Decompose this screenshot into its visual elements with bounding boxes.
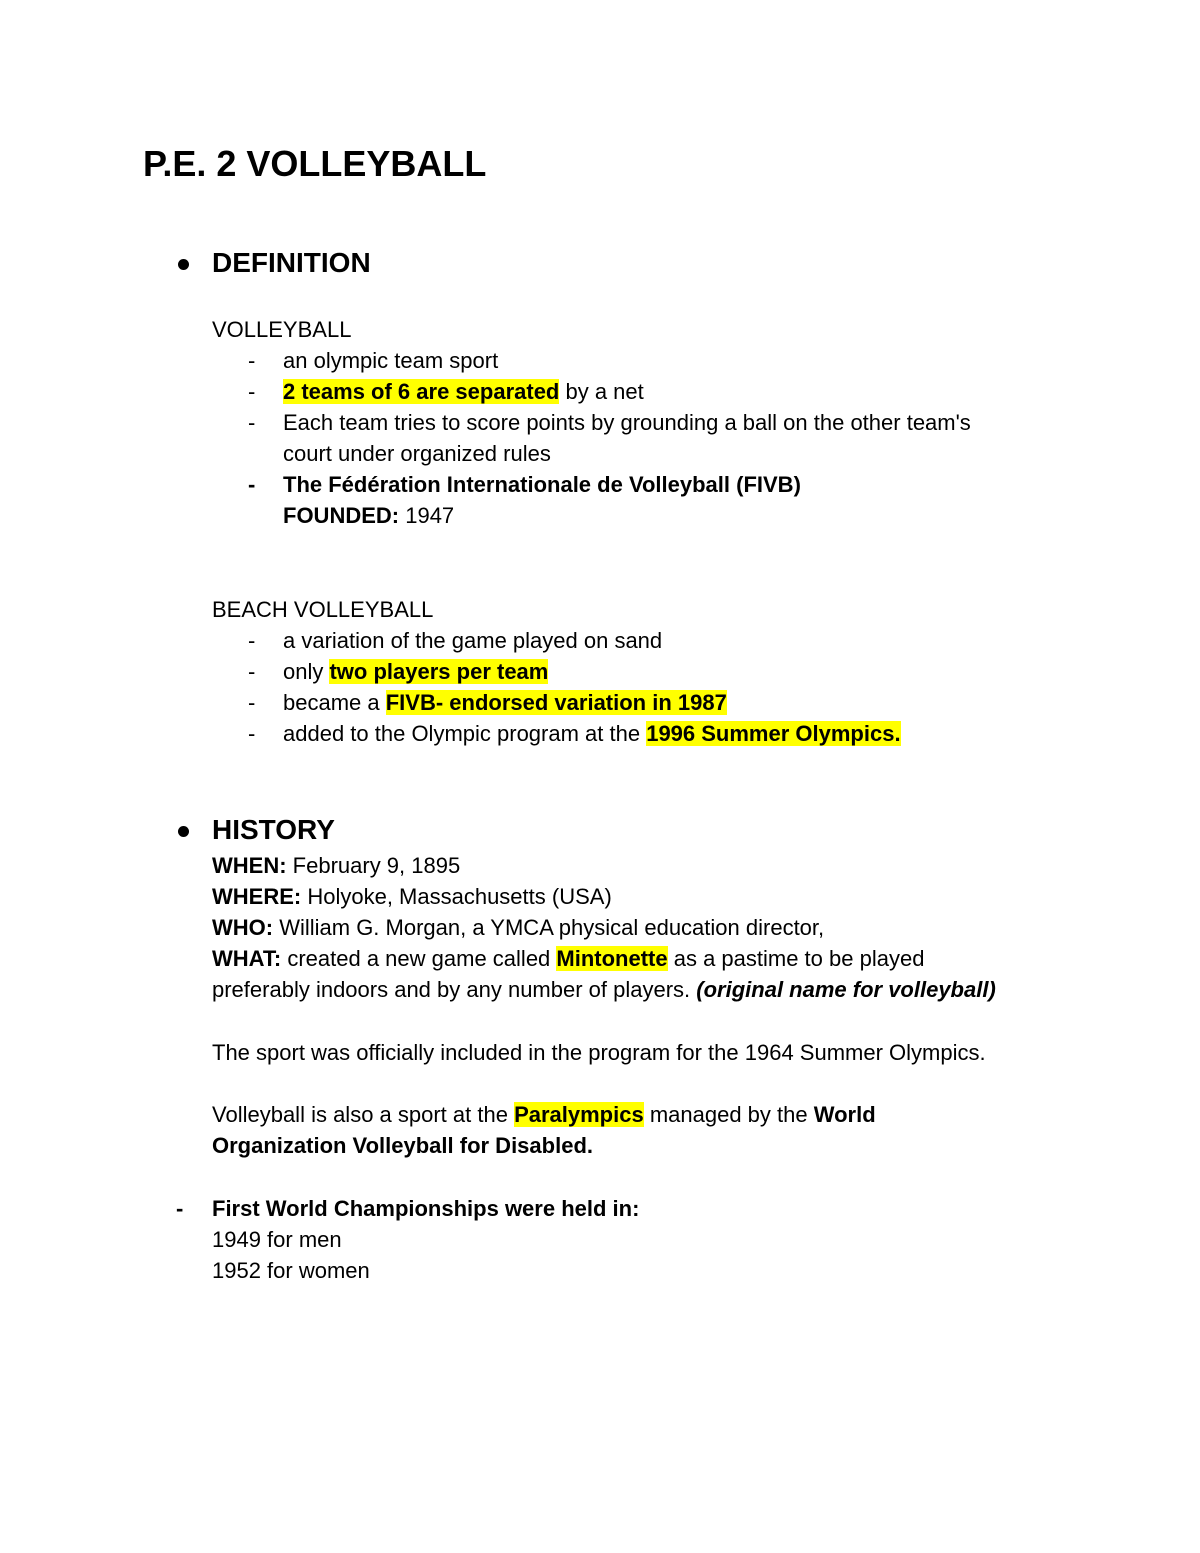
who-label: WHO: (212, 915, 274, 940)
para-pre: Volleyball is also a sport at the (212, 1102, 515, 1127)
dash-marker: - (248, 721, 256, 746)
dash-marker: - (248, 379, 256, 404)
highlight-text: 1996 Summer Olympics. (646, 721, 901, 746)
founded-line (283, 500, 454, 531)
founded-label: FOUNDED: (283, 503, 400, 528)
history-what-line-2 (212, 974, 996, 1005)
dash-marker: - (248, 628, 256, 653)
history-heading-text: HISTORY (212, 814, 335, 845)
history-where (212, 881, 612, 912)
highlight-text: two players per team (329, 659, 549, 684)
history-what (212, 943, 924, 974)
fivb-name: The Fédération Internationale de Volleyball (FIVB) (283, 472, 801, 497)
beach-item-1: a variation of the game played on sand (283, 628, 663, 653)
volleyball-item-1: an olympic team sport (283, 348, 499, 373)
what-label: WHAT: (212, 946, 282, 971)
para-mid: managed by the (643, 1102, 814, 1127)
highlight-text: Paralympics (514, 1102, 644, 1127)
dash-marker: - (176, 1196, 184, 1221)
what-post: as a pastime to be played (667, 946, 925, 971)
what-note: (original name for volleyball) (696, 977, 996, 1002)
page-title: P.E. 2 VOLLEYBALL (143, 143, 487, 184)
what-pre: created a new game called (281, 946, 557, 971)
where-value: Holyoke, Massachusetts (USA) (301, 884, 612, 909)
volleyball-item-4 (283, 469, 801, 500)
dash-marker: - (248, 472, 256, 497)
paralympics-line-2 (212, 1130, 593, 1161)
highlight-text: FIVB- endorsed variation in 1987 (385, 690, 727, 715)
beach-item-2 (283, 656, 548, 687)
para-bold-2: Organization Volleyball for Disabled. (212, 1133, 593, 1158)
who-value: William G. Morgan, a YMCA physical education director, (273, 915, 825, 940)
championships-heading-text: First World Championships were held in: (212, 1196, 640, 1221)
bullet-dot-icon (178, 259, 189, 270)
highlight-text: 2 teams of 6 are separated (283, 379, 560, 404)
history-when (212, 850, 460, 881)
beach-item-2-pre: only (283, 659, 330, 684)
definition-heading-text: DEFINITION (212, 247, 371, 278)
paralympics-line-1 (212, 1099, 876, 1130)
bullet-dot-icon (178, 826, 189, 837)
volleyball-label: VOLLEYBALL (212, 317, 352, 342)
where-label: WHERE: (212, 884, 302, 909)
olympics-line: The sport was officially included in the program for the 1964 Summer Olympics. (212, 1040, 986, 1065)
beach-item-3 (283, 687, 727, 718)
para-bold-1: World (813, 1102, 876, 1127)
definition-heading (178, 245, 371, 281)
dash-marker: - (248, 348, 256, 373)
volleyball-item-3-line-2: court under organized rules (283, 441, 551, 466)
beach-item-3-pre: became a (283, 690, 386, 715)
beach-item-4-pre: added to the Olympic program at the (283, 721, 647, 746)
when-label: WHEN: (212, 853, 287, 878)
volleyball-item-2-rest: by a net (559, 379, 644, 404)
dash-marker: - (248, 659, 256, 684)
volleyball-item-2 (283, 376, 644, 407)
history-who (212, 912, 824, 943)
championships-heading (212, 1193, 639, 1224)
championships-men: 1949 for men (212, 1227, 342, 1252)
when-value: February 9, 1895 (286, 853, 461, 878)
volleyball-item-3-line-1: Each team tries to score points by grounding a ball on the other team's (283, 410, 971, 435)
founded-value: 1947 (399, 503, 455, 528)
dash-marker: - (248, 410, 256, 435)
history-heading (178, 812, 335, 848)
beach-volleyball-label: BEACH VOLLEYBALL (212, 597, 434, 622)
championships-women: 1952 for women (212, 1258, 370, 1283)
what-line-2: preferably indoors and by any number of players. (212, 977, 697, 1002)
highlight-text: Mintonette (556, 946, 668, 971)
dash-marker: - (248, 690, 256, 715)
beach-item-4 (283, 718, 901, 749)
